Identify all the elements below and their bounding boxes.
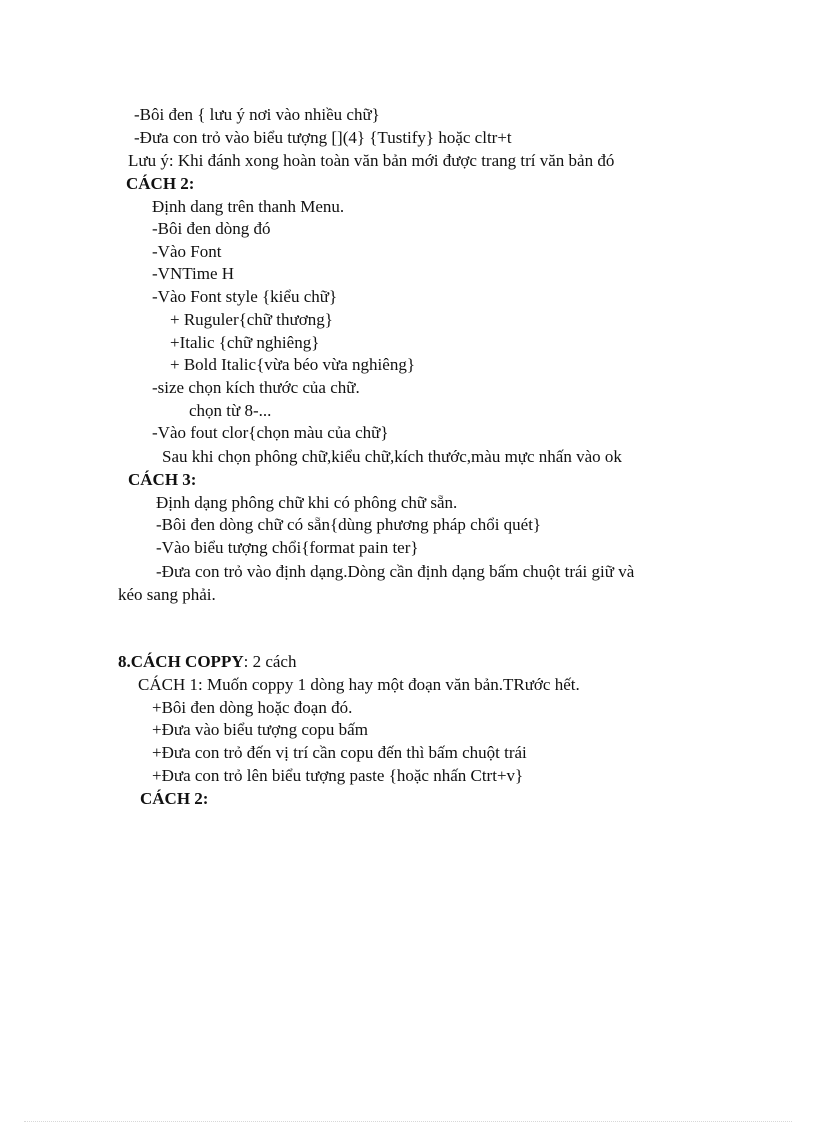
text-line: +Bôi đen dòng hoặc đoạn đó. [152,698,353,717]
section-title-suffix: : 2 cách [243,652,297,671]
text-line: -VNTime H [152,264,235,283]
text-line: -Vào Font style {kiểu chữ} [152,287,338,306]
text-line: -Vào Font [152,242,222,261]
text-line: -Bôi đen { lưu ý nơi vào nhiều chữ} [134,105,380,124]
text-line: Lưu ý: Khi đánh xong hoàn toàn văn bản mới được trang trí văn bản đó [128,151,615,170]
page-bottom-rule [24,1121,792,1122]
section-heading: CÁCH 2: [140,789,209,808]
section-title: 8.CÁCH COPPY [118,652,244,671]
text-line: -Bôi đen dòng đó [152,219,271,238]
text-line: -Vào fout clor{chọn màu của chữ} [152,423,389,442]
text-line: +Đưa con trỏ đến vị trí cần copu đến thì bấm chuột trái [152,743,527,762]
text-line: +Đưa vào biểu tượng copu bấm [152,720,368,739]
section-title-line [118,651,296,673]
text-line: Định dạng phông chữ khi có phông chữ sẵn. [156,493,458,512]
section-heading: CÁCH 3: [128,470,197,489]
text-line: -Đưa con trỏ vào biểu tượng [](4} {Tustify} hoặc cltr+t [134,128,512,147]
text-line: -Đưa con trỏ vào định dạng.Dòng cần định dạng bấm chuột trái giữ và [156,562,635,581]
text-line: Sau khi chọn phông chữ,kiểu chữ,kích thước,màu mực nhấn vào ok [162,447,622,466]
text-line: Định dang trên thanh Menu. [152,197,345,216]
text-line: + Bold Italic{vừa béo vừa nghiêng} [170,355,415,374]
text-line: +Đưa con trỏ lên biểu tượng paste {hoặc nhấn Ctrt+v} [152,766,524,785]
text-line: -Bôi đen dòng chữ có sẵn{dùng phương pháp chổi quét} [156,515,542,534]
text-line: +Italic {chữ nghiêng} [170,333,320,352]
text-line: CÁCH 1: Muốn coppy 1 dòng hay một đoạn văn bản.TRước hết. [138,675,580,694]
text-line: kéo sang phải. [118,585,216,604]
section-heading: CÁCH 2: [126,174,195,193]
text-line: + Ruguler{chữ thương} [170,310,333,329]
text-line: -size chọn kích thước của chữ. [152,378,360,397]
text-line: chọn từ 8-... [189,401,272,420]
text-line: -Vào biểu tượng chổi{format pain ter} [156,538,419,557]
